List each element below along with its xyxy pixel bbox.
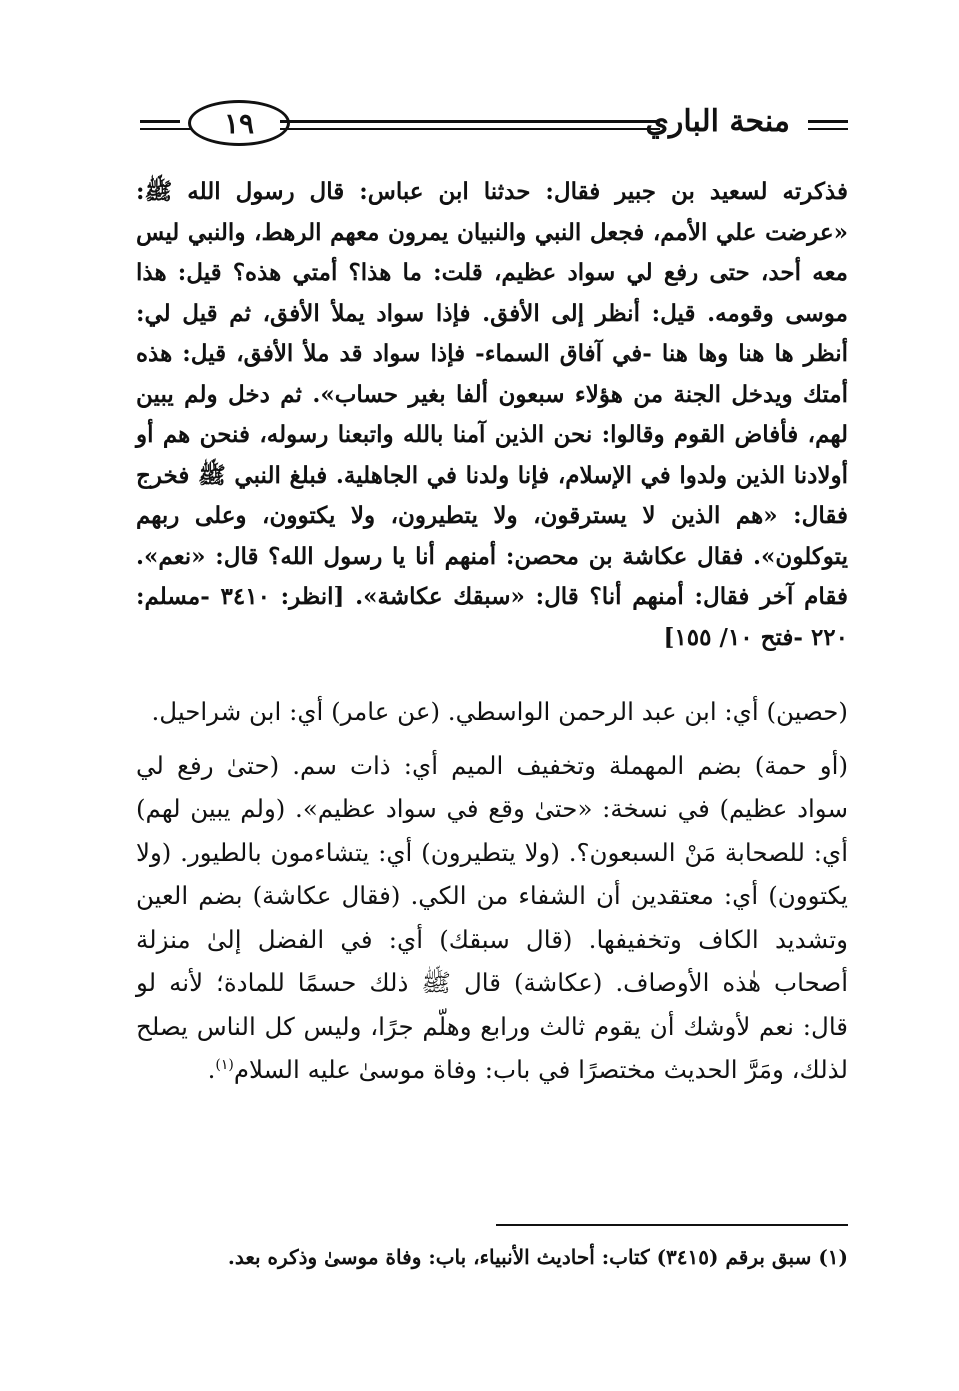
commentary-paragraph-2: [136, 744, 848, 1092]
page-number: ١٩: [223, 106, 255, 140]
header-rule-middle-top: [280, 120, 660, 123]
page-number-badge: [188, 100, 290, 146]
header-rule-far-right-top: [808, 120, 848, 123]
header-rule-far-right-bottom: [808, 128, 848, 130]
hadith-text: فذكرته لسعيد بن جبير فقال: حدثنا ابن عباس: قال رسول الله ﷺ: «عرضت علي الأمم، فجعل النبي والنبيان يمرون معهم الرهط، والنبي ليس معه أحد، حتى رفع لي سواد عظيم، قلت: ما هذا؟ أمتي هذه؟ قيل: هذا موسى وقومه. قيل: أنظر إلى الأفق. فإذا سواد يملأ الأفق، ثم قيل لي: أنظر ها هنا وها هنا -في آفاق السماء- فإذا سواد قد ملأ الأفق، قيل: هذه أمتك ويدخل الجنة من هؤلاء سبعون ألفا بغير حساب». ثم دخل ولم يبين لهم، فأفاض القوم وقالوا: نحن الذين آمنا بالله واتبعنا رسوله، فنحن هم أو أولادنا الذين ولدوا في الإسلام، فإنا ولدنا في الجاهلية. فبلغ النبي ﷺ فخرج فقال: «هم الذين لا يسترقون، ولا يتطيرون، ولا يكتوون، وعلى ربهم يتوكلون». فقال عكاشة بن محصن: أمنهم أنا يا رسول الله؟ قال: «نعم». فقام آخر فقال: أمنهم أنا؟ قال: «سبقك عكاشة». [انظر: ٣٤١٠ -مسلم: ٢٢٠ -فتح ١٠/ ١٥٥]: [136, 178, 848, 651]
footnote-separator: [496, 1224, 848, 1226]
header-rule-right-top: [140, 120, 180, 123]
footnote-reference: (١): [215, 1056, 234, 1073]
header-rule-left-bottom: [140, 128, 192, 130]
footnote: (١) سبق برقم (٣٤١٥) كتاب: أحاديث الأنبياء، باب: وفاة موسىٰ وذكره بعد.: [227, 1245, 848, 1269]
page-header: [140, 96, 848, 156]
commentary-paragraph-2-end: .: [207, 1055, 216, 1084]
hadith-text-block: [136, 172, 848, 658]
book-title: منحة الباري: [645, 104, 790, 139]
commentary-block: [136, 690, 848, 1092]
commentary-paragraph-1: (حصين) أي: ابن عبد الرحمن الواسطي. (عن عامر) أي: ابن شراحيل.: [151, 697, 848, 726]
header-rule-middle-bottom: [280, 128, 660, 130]
commentary-paragraph-2-text: (أو حمة) بضم المهملة وتخفيف الميم أي: ذات سم. (حتىٰ رفع لي سواد عظيم) في نسخة: «حتىٰ وقع في سواد عظيم». (ولم يبين لهم) أي: للصحابة مَنْ السبعون؟. (ولا يتطيرون) أي: يتشاءمون بالطيور. (ولا يكتوون) أي: معتقدين أن الشفاء من الكي. (فقال عكاشة) بضم العين وتشديد الكاف وتخفيفها. (قال سبقك) أي: في الفضل إلىٰ منزلة أصحاب هٰذه الأوصاف. (عكاشة) قال ﷺ ذلك حسمًا للمادة؛ لأنه لو قال: نعم لأوشك أن يقوم ثالث ورابع وهلّم جرًا، وليس كل الناس يصلح لذلك، ومَرَّ الحديث مختصرًا في باب: وفاة موسىٰ عليه السلام: [136, 750, 848, 1084]
